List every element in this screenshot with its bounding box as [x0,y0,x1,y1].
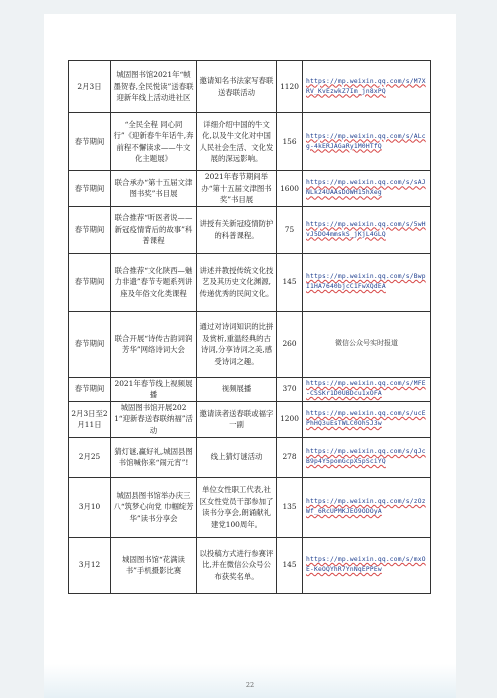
cell-activity-content: 线上猜灯谜活动 [197,437,277,477]
cell-date: 3月12 [69,537,111,593]
table-row [69,477,431,537]
cell-participants: 156 [277,113,303,171]
table-row [69,377,431,401]
cell-participants: 260 [277,311,303,377]
cell-date: 2月25 [69,437,111,477]
table-row [69,437,431,477]
cell-participants: 278 [277,437,303,477]
article-link[interactable]: https://mp.weixin.qq.com/s/qJcB9p4Y5pomGcpX5pSciYQ [306,448,426,465]
cell-date: 春节期间 [69,206,111,253]
table-row [69,537,431,593]
article-link[interactable]: https://mp.weixin.qq.com/s/ucEPhHQ3uEsTWLC0Oh5J3w [306,410,426,427]
cell-link [303,537,431,593]
table-row [69,61,431,113]
cell-note: 微信公众号实时报道 [303,311,431,377]
cell-participants: 1200 [277,401,303,437]
cell-activity-name: “全民全程 同心同行”《迎新春牛年话牛,奔前程不懈读求——牛文化主题展》 [111,113,197,171]
table-row [69,113,431,171]
activity-table-body [69,61,431,594]
table-row [69,253,431,311]
cell-activity-content: 视频展播 [197,377,277,401]
cell-activity-content: 以投稿方式进行参赛评比,并在微信公众号公布获奖名单。 [197,537,277,593]
cell-participants: 1120 [277,61,303,113]
cell-date: 3月10 [69,477,111,537]
cell-activity-name: 联合承办“第十五届文津图书奖”书目展 [111,171,197,207]
cell-activity-name: 城固图书馆开展2021“迎新春送春联纳福”活动 [111,401,197,437]
cell-link [303,253,431,311]
cell-activity-name: 联合推荐“文化陕西—魅力非遗”春节专题系列讲座及年俗文化类课程 [111,253,197,311]
cell-activity-content: 邀请知名书法家写春联送春联活动 [197,61,277,113]
cell-activity-name: 联合推荐“听医者说——新冠疫情背后的故事”科普课程 [111,206,197,253]
article-link[interactable]: https://mp.weixin.qq.com/s/mxOE-KeOQYhR7YnNqEPPEw [306,556,426,573]
cell-date: 春节期间 [69,171,111,207]
table-row [69,206,431,253]
table-row [69,401,431,437]
article-link[interactable]: https://mp.weixin.qq.com/s/MFE-CSSKr1D0UBDcu1xOFA [306,380,426,397]
cell-date: 春节期间 [69,113,111,171]
cell-participants: 135 [277,477,303,537]
cell-participants: 145 [277,537,303,593]
cell-date: 2月3日至2月11日 [69,401,111,437]
cell-activity-content: 2021年春节期间举办“第十五届文津图书奖”书目展 [197,171,277,207]
cell-activity-name: 城固图书馆“花满读书”手机摄影比赛 [111,537,197,593]
cell-participants: 75 [277,206,303,253]
cell-activity-name: 猜灯谜,赢好礼,城固县图书馆喊你来“闹元宵”! [111,437,197,477]
cell-activity-name: 2021年春节线上视频展播 [111,377,197,401]
cell-participants: 145 [277,253,303,311]
table-row [69,171,431,207]
article-link[interactable]: https://mp.weixin.qq.com/s/ALcg-4kERJAGaRy1M0HTfQ [306,132,426,150]
cell-link [303,171,431,207]
cell-date: 春节期间 [69,377,111,401]
cell-link [303,437,431,477]
article-link[interactable]: https://mp.weixin.qq.com/s/5wHvJ5DO4mmskS_jKjL4GLQ [306,220,426,238]
page-number: 22 [245,681,255,689]
cell-link [303,401,431,437]
activity-table [68,60,431,594]
cell-activity-content: 讲授有关新冠疫情防护的科普课程。 [197,206,277,253]
cell-activity-content: 讲述并教授传统文化技艺及其历史文化渊源,传递优秀的民间文化。 [197,253,277,311]
cell-activity-name: 城固县图书馆举办庆三八“筑梦心向党 巾帼绽芳华”读书分享会 [111,477,197,537]
cell-link [303,377,431,401]
cell-participants: 1600 [277,171,303,207]
table-row [69,311,431,377]
cell-link [303,113,431,171]
article-link[interactable]: https://mp.weixin.qq.com/s/BwpI1HA7640bjcC1FwXQdEA [306,273,426,290]
cell-link [303,477,431,537]
cell-link [303,61,431,113]
cell-date: 2月3日 [69,61,111,113]
cell-participants: 370 [277,377,303,401]
article-link[interactable]: https://mp.weixin.qq.com/s/M7XRV_KvEzwkZ7Im_jn8xPQ [306,77,426,95]
cell-activity-content: 邀请读者送春联或福字一副 [197,401,277,437]
cell-link [303,206,431,253]
cell-activity-content: 单位女性职工代表,社区女性党员干部参加了读书分享会,朗诵献礼建党100周年。 [197,477,277,537]
article-link[interactable]: https://mp.weixin.qq.com/s/zOzWf_6RcUPMKJEO9ODOyA [306,498,426,515]
cell-activity-name: 城固图书馆2021年“帧墨贺春,全民悦读”送春联迎新年线上活动进社区 [111,61,197,113]
cell-date: 春节期间 [69,311,111,377]
cell-activity-content: 详细介绍中国的牛文化,以及牛文化对中国人民社会生活、文化发展的深远影响。 [197,113,277,171]
article-link[interactable]: https://mp.weixin.qq.com/s/sAJNLk24UAAsDOWH15hXeg [306,179,426,197]
cell-activity-name: 联合开展“诗传古韵词润芳华”网络诗词大会 [111,311,197,377]
cell-date: 春节期间 [69,253,111,311]
cell-activity-content: 通过对诗词知识的比拼及赏析,重温经典的古诗词,分享诗词之美,感受诗词之趣。 [197,311,277,377]
